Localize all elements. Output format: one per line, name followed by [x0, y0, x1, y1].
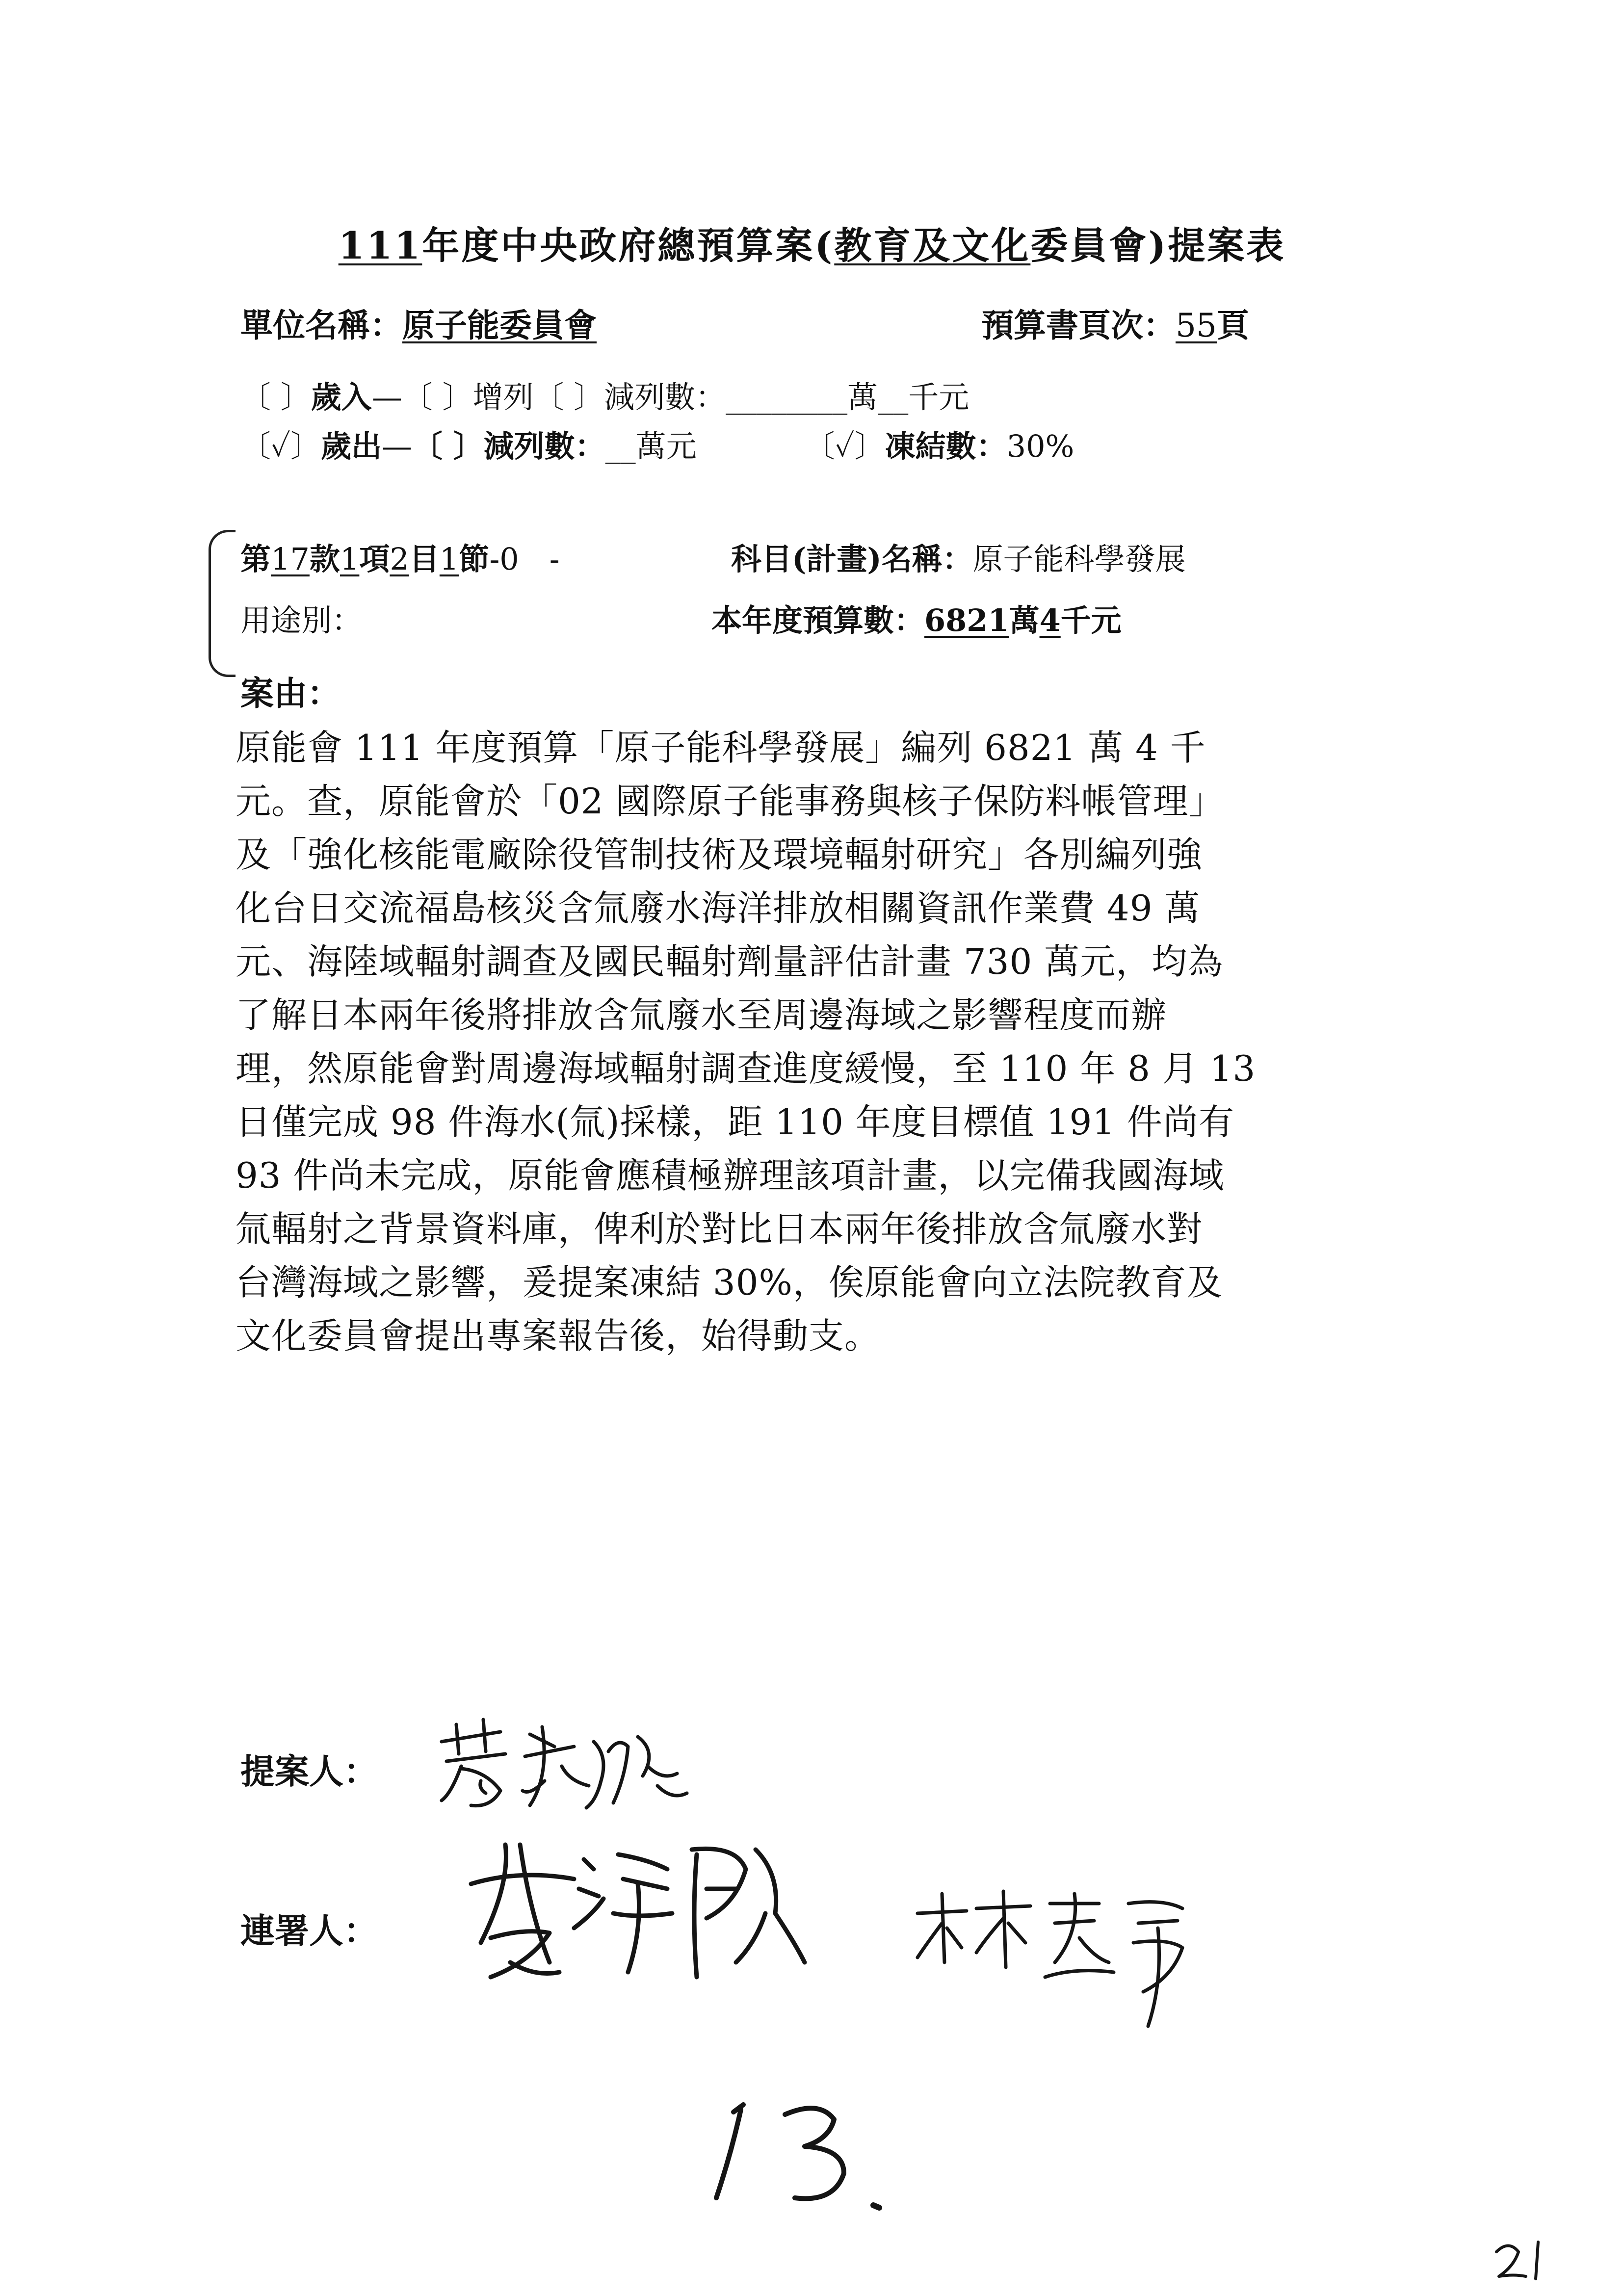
unit-name: 原子能委員會: [402, 306, 597, 344]
reason-line: 元。查，原能會於「02 國際原子能事務與核子保防料帳管理」: [236, 781, 1225, 822]
code-xiang: 1: [340, 541, 360, 577]
reason-line: 了解日本兩年後將排放含氚廢水至周邊海域之影響程度而辦: [236, 994, 1167, 1036]
cosigner-signature-2: [908, 1884, 1202, 2031]
income-thousand-yuan: 千元: [908, 379, 969, 415]
proposer-signature: [432, 1707, 707, 1820]
income-increase: 〔 〕增列: [402, 379, 534, 415]
unit-name-row: [240, 299, 597, 346]
page-number: [1492, 2232, 1560, 2286]
unit-label: 單位名稱：: [240, 306, 402, 344]
amount-label: 本年度預算數：: [711, 602, 925, 638]
code-bracket: [209, 530, 236, 677]
income-decrease: 〔 〕減列數：: [533, 379, 726, 415]
cosigner-label: 連署人：: [240, 1910, 378, 1951]
title-prefix: 年度中央政府總預算案(: [422, 224, 835, 267]
reason-line: 理，然原能會對周邊海域輻射調查進度緩慢，至 110 年 8 月 13: [236, 1048, 1256, 1089]
income-label: 歲入: [311, 379, 372, 415]
reason-label: 案由：: [240, 674, 341, 713]
code-mu-label: 目: [409, 541, 440, 577]
budget-page-row: [981, 299, 1249, 346]
expense-decrease: 〔 〕減列數：: [412, 428, 605, 464]
freeze-checkbox: 〔✓〕: [804, 428, 885, 464]
reason-body: [236, 721, 1442, 1363]
amount-row: [711, 596, 1122, 640]
subject-name: 原子能科學發展: [972, 541, 1186, 577]
expense-dash: —: [382, 428, 413, 464]
code-jie-label: 節: [459, 541, 490, 577]
freeze-label: 凍結數：: [885, 428, 1007, 464]
code-di: 第: [240, 541, 271, 577]
expense-checkbox: 〔✓〕: [240, 428, 321, 464]
income-row: [240, 373, 969, 417]
amount-wan-value: 6821: [924, 602, 1009, 638]
expense-blank: __: [605, 428, 636, 464]
code-jie: 1: [439, 541, 459, 577]
income-wan: 萬: [847, 379, 878, 415]
income-checkbox: 〔 〕: [240, 379, 311, 415]
title-committee: 教育及文化: [834, 224, 1031, 267]
title-suffix: 委員會)提案表: [1030, 224, 1286, 267]
income-dash: —: [371, 379, 402, 415]
reason-line: 日僅完成 98 件海水(氚)採樣，距 110 年度目標值 191 件尚有: [236, 1101, 1234, 1143]
usage-label: 用途別：: [240, 602, 363, 638]
code-tail: -0 -: [489, 541, 560, 577]
reason-line: 及「強化核能電廠除役管制技術及環境輻射研究」各別編列強: [236, 834, 1203, 875]
subject-row: [731, 535, 1186, 578]
reason-line: 元、海陸域輻射調查及國民輻射劑量評估計畫 730 萬元，均為: [236, 941, 1224, 982]
amount-thousand-value: 4: [1039, 602, 1061, 638]
reason-line: 93 件尚未完成，原能會應積極辦理該項計畫，以完備我國海域: [236, 1155, 1225, 1196]
budget-page-label: 預算書頁次：: [981, 306, 1176, 344]
code-mu: 2: [390, 541, 409, 577]
usage-row: [240, 596, 362, 640]
reason-line: 化台日交流福島核災含氚廢水海洋排放相關資訊作業費 49 萬: [236, 887, 1201, 929]
subject-label: 科目(計畫)名稱：: [731, 541, 973, 577]
reason-line: 台灣海域之影響，爰提案凍結 30%，俟原能會向立法院教育及: [236, 1262, 1223, 1303]
expense-unit: 萬元: [635, 428, 697, 464]
document-title: [0, 216, 1624, 269]
code-xiang-label: 項: [359, 541, 390, 577]
budget-code-row: [240, 535, 560, 578]
amount-thousand: 千元: [1060, 602, 1122, 638]
reason-line: 原能會 111 年度預算「原子能科學發展」編列 6821 萬 4 千: [236, 727, 1206, 768]
code-kuan-label: 款: [309, 541, 340, 577]
income-blank-short: __: [878, 379, 909, 415]
expense-label: 歲出: [321, 428, 382, 464]
freeze-value: 30%: [1006, 428, 1074, 464]
budget-page-unit: 頁: [1216, 306, 1249, 344]
budget-page-value: 55: [1176, 307, 1217, 344]
expense-row: [240, 422, 1074, 466]
cosigner-signature-1: [461, 1815, 814, 2002]
reason-line: 文化委員會提出專案報告後，始得動支。: [236, 1315, 881, 1357]
code-kuan: 17: [271, 541, 310, 577]
income-blank-long: ________: [726, 379, 848, 415]
proposer-label: 提案人：: [240, 1751, 378, 1792]
handwritten-number: [687, 2090, 932, 2218]
amount-wan: 萬: [1009, 602, 1040, 638]
reason-line: 氚輻射之背景資料庫，俾利於對比日本兩年後排放含氚廢水對: [236, 1208, 1203, 1250]
title-year: 111: [338, 224, 422, 267]
